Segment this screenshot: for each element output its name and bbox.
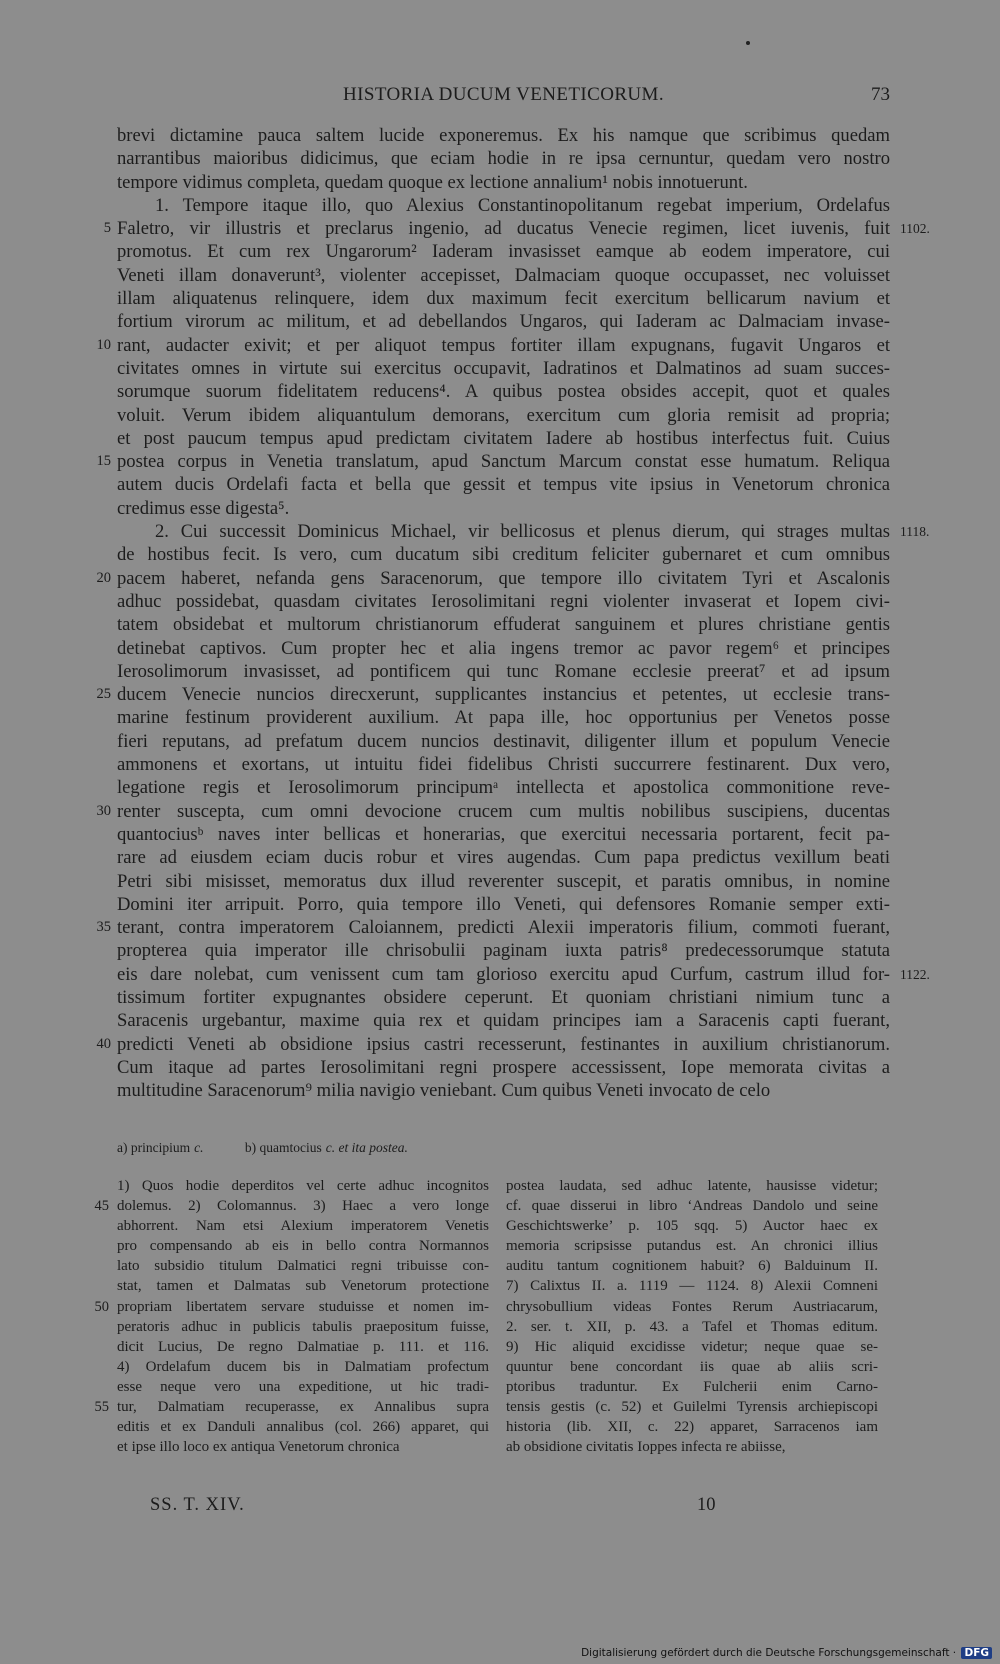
- footnote-line-text: tensis gestis (c. 52) et Guilelmi Tyrensis archiepiscopi: [506, 1399, 878, 1416]
- footnote-line-text: historia (lib. XII, c. 22) apparet, Sarracenos iam: [506, 1419, 878, 1436]
- footnote-line: [117, 1337, 489, 1357]
- footnote-line-text: memoria scripsisse putandus est. An chronici illius: [506, 1238, 878, 1255]
- footnote-line: [506, 1216, 878, 1236]
- variant-note-b: b) quamtocius c. et ita postea.: [244, 1140, 408, 1155]
- page-number: 73: [871, 84, 890, 105]
- variant-note-a: a) principium c.: [117, 1140, 204, 1155]
- footnote-line: [506, 1437, 878, 1457]
- footnote-line-text: stat, tamen et Dalmatas sub Venetorum protectione: [117, 1278, 489, 1295]
- footnote-line: [506, 1236, 878, 1256]
- running-title: HISTORIA DUCUM VENETICORUM.: [343, 84, 664, 105]
- main-line: [117, 171, 890, 194]
- main-line: [117, 404, 890, 427]
- footnote-line-text: 4) Ordelafum ducem bis in Dalmatiam profectum: [117, 1358, 489, 1375]
- footnote-line-text: lato subsidio titulum Dalmatici regni tribuisse con-: [117, 1258, 489, 1275]
- footnote-line: [506, 1256, 878, 1276]
- footnote-line-text: pro compensando ab eis in bello contra Normannos: [117, 1238, 489, 1255]
- main-line: [117, 147, 890, 170]
- main-line: [117, 590, 890, 613]
- main-line-text: tissimum fortiter expugnantes obsidere ceperunt. Et quoniam christiani nimium tunc a: [117, 986, 890, 1008]
- main-line: [117, 427, 890, 450]
- footnote-line: [506, 1357, 878, 1377]
- main-line: [117, 1079, 890, 1102]
- footnote-line-text: cf. quae disserui in libro ‘Andreas Dandolo und seine: [506, 1198, 878, 1215]
- footnote-line: [117, 1176, 489, 1196]
- main-line: [117, 963, 930, 986]
- footnote-line-text: ptoribus traduntur. Ex Fulcherii enim Carno-: [506, 1378, 878, 1395]
- footnote-line: [117, 1216, 489, 1236]
- main-line: [117, 730, 890, 753]
- digitization-credit: [581, 1647, 992, 1659]
- main-line: [117, 520, 930, 543]
- main-line: [96, 450, 890, 473]
- footnote-line: [117, 1317, 489, 1337]
- footnote-line-text: abhorrent. Nam etsi Alexium imperatorem Venetis: [117, 1218, 489, 1235]
- footnote-line-text: 7) Calixtus II. a. 1119 — 1124. 8) Alexii Comneni: [506, 1278, 878, 1295]
- ink-speck: [746, 41, 750, 45]
- footnote-line-text: auditu tantum cognitionem habuit? 6) Balduinum II.: [506, 1258, 878, 1275]
- main-line-text: tempore vidimus completa, quedam quoque ex lectione annalium¹ nobis innotuerunt.: [117, 171, 748, 193]
- main-line: [117, 660, 890, 683]
- footnote-line: [506, 1417, 878, 1437]
- main-line-text: Faletro, vir illustris et preclarus ingenio, ad ducatus Venecie regimen, licet iuvenis, fuit: [117, 218, 890, 240]
- main-line-text: autem ducis Ordelafi facta et bella que gessit et tempus vite ipsius in Venetorum chronica: [117, 474, 890, 496]
- footnote-line: [94, 1297, 489, 1317]
- main-line-text: quantociusᵇ naves inter bellicas et honerarias, que exercitui necessaria portarent, fecit pa-: [117, 823, 890, 845]
- main-line-text: credimus esse digesta⁵.: [117, 497, 290, 519]
- main-line: [117, 939, 890, 962]
- footnote-line: [94, 1397, 489, 1417]
- main-line-text: 2. Cui successit Dominicus Michael, vir bellicosus et plenus dierum, qui strages multas: [155, 521, 890, 543]
- main-line-text: rare ad eiusdem eciam ducis robur et vires augendas. Cum papa predictus vexillum beati: [117, 847, 890, 869]
- running-header: [117, 84, 890, 110]
- main-line-text: Petri sibi misisset, memoratus dux illud reverenter suscepit, et paratis omnibus, in nomine: [117, 870, 890, 892]
- line-number: 55: [94, 1399, 109, 1416]
- footnote-line-text: esse neque vero una expeditione, ut hic tradi-: [117, 1378, 489, 1395]
- line-number: 25: [96, 686, 111, 703]
- main-line: [117, 194, 890, 217]
- main-line: [117, 357, 890, 380]
- main-line: [117, 613, 890, 636]
- footnote-line-text: tur, Dalmatiam recuperasse, ex Annalibus supra: [117, 1399, 489, 1416]
- main-line-text: renter suscepta, cum omni devocione crucem cum multis nobilibus suscipiens, ducentas: [117, 800, 890, 822]
- margin-year: 1102.: [900, 221, 930, 237]
- main-line: [117, 287, 890, 310]
- main-line-text: narrantibus maioribus didicimus, que eciam hodie in re ipsa cernuntur, quedam vero nostro: [117, 148, 890, 170]
- main-line: [117, 380, 890, 403]
- main-line: [117, 846, 890, 869]
- sheet-number: 10: [697, 1495, 716, 1515]
- main-line: [117, 1056, 890, 1079]
- main-line-text: terant, contra imperatorem Caloiannem, predicti Alexii imperatoris filium, commoti fuerant,: [117, 917, 890, 939]
- margin-year: 1122.: [900, 966, 930, 982]
- main-line: [117, 124, 890, 147]
- footnote-line-text: 2. ser. t. XII, p. 43. a Tafel et Thomas editum.: [506, 1318, 878, 1335]
- main-line: [117, 893, 890, 916]
- main-line: [103, 217, 930, 240]
- main-line: [117, 706, 890, 729]
- main-line-text: de hostibus fecit. Is vero, cum ducatum sibi creditum feliciter gubernaret et cum omnibus: [117, 544, 890, 566]
- main-line: [117, 776, 890, 799]
- footnote-line: [117, 1236, 489, 1256]
- main-line-text: multitudine Saracenorum⁹ milia navigio veniebant. Cum quibus Veneti invocato de celo: [117, 1080, 771, 1102]
- main-line-text: legatione regis et Ierosolimorum principumᵃ intellecta et apostolica commonitione reve-: [117, 777, 890, 799]
- footnote-line-text: dicit Lucius, De regno Dalmatiae p. 111. et 116.: [117, 1338, 489, 1355]
- footnote-line: [94, 1196, 489, 1216]
- main-line: [117, 637, 890, 660]
- footnote-line: [506, 1317, 878, 1337]
- main-line-text: postea corpus in Venetia translatum, apud Sanctum Marcum constat esse humatum. Reliqua: [117, 451, 890, 473]
- main-line: [117, 497, 890, 520]
- footnote-line: [506, 1176, 878, 1196]
- footnote-line: [506, 1196, 878, 1216]
- main-line: [96, 334, 890, 357]
- main-line: [117, 1009, 890, 1032]
- footnote-line-text: ab obsidione civitatis Ioppes infecta re abiisse,: [506, 1439, 786, 1456]
- main-line-text: adhuc possidebat, quasdam civitates Ierosolimitani regni violenter invaserat et Iopem civi-: [117, 590, 890, 612]
- line-number: 50: [94, 1298, 109, 1315]
- footnote-line: [506, 1276, 878, 1296]
- main-line: [96, 1033, 890, 1056]
- line-number: 35: [96, 919, 111, 936]
- margin-year: 1118.: [900, 524, 930, 540]
- line-number: 15: [96, 453, 111, 470]
- line-number: 10: [96, 336, 111, 353]
- footnote-line: [117, 1276, 489, 1296]
- footnote-line-text: quuntur bene concordant iis quae ab aliis scri-: [506, 1358, 878, 1375]
- main-line-text: voluit. Verum ibidem aliquantulum demorans, exercitum cum gloria remisit ad propria;: [117, 404, 890, 426]
- main-line: [96, 683, 890, 706]
- main-line-text: marine festinum providerent auxilium. At papa ille, hoc opportunius per Venetos posse: [117, 707, 890, 729]
- footnotes-right-column: [506, 1176, 878, 1457]
- line-number: 40: [96, 1035, 111, 1052]
- footnote-line: [506, 1337, 878, 1357]
- main-line: [117, 310, 890, 333]
- sheet-signature: SS. T. XIV.: [150, 1495, 245, 1515]
- footnote-line-text: propriam libertatem servare studuisse et nomen im-: [117, 1298, 489, 1315]
- footnote-line-text: editis et ex Danduli annalibus (col. 266) apparet, qui: [117, 1419, 489, 1436]
- main-line-text: illam aliquatenus relinquere, idem dux maximum fecit exercitum bellicarum navium et: [117, 288, 890, 310]
- footnote-line: [117, 1437, 489, 1457]
- main-line: [117, 870, 890, 893]
- main-line-text: ammonens et exortans, ut intuitu fidei fidelibus Christi succurrere festinarent. Dux vero,: [117, 754, 890, 776]
- main-line-text: ducem Venecie nuncios direcxerunt, supplicantes instancius et petentes, ut ecclesie trans-: [117, 684, 890, 706]
- main-line-text: 1. Tempore itaque illo, quo Alexius Constantinopolitanum regebat imperium, Ordelafus: [155, 194, 890, 216]
- main-line-text: promotus. Et cum rex Ungarorum² Iaderam invasisset eamque ab eodem imperatore, cui: [117, 241, 890, 263]
- main-line: [117, 753, 890, 776]
- main-line-text: Veneti illam donaverunt³, violenter accepisset, Dalmaciam quoque occupasset, nec voluisset: [117, 264, 890, 286]
- footnote-line-text: 1) Quos hodie deperditos vel certe adhuc incognitos: [117, 1178, 489, 1194]
- footnote-line-text: chrysobullium videas Fontes Rerum Austriacarum,: [506, 1298, 878, 1315]
- main-line-text: Domini iter arripuit. Porro, quia tempore illo Veneti, qui defensores Romanie semper exti-: [117, 893, 890, 915]
- footnote-line: [117, 1256, 489, 1276]
- footnote-line-text: dolemus. 2) Colomannus. 3) Haec a vero longe: [117, 1198, 489, 1215]
- main-line: [96, 800, 890, 823]
- footnote-line: [506, 1397, 878, 1417]
- main-line-text: tatem obsidebat et multorum christianorum effuderat sanguinem et plures christiane gentis: [117, 614, 890, 636]
- footnotes-left-column: [94, 1176, 489, 1457]
- main-line: [96, 916, 890, 939]
- main-line-text: Cum itaque ad partes Ierosolimitani regni prospere accessissent, Iope memorata civitas a: [117, 1056, 890, 1078]
- main-line-text: Ierosolimorum invasisset, ad pontificem qui tunc Romane ecclesie preerat⁷ et ad ipsum: [117, 660, 890, 682]
- footnote-line-text: et ipse illo loco ex antiqua Venetorum chronica: [117, 1439, 400, 1456]
- credit-text: Digitalisierung gefördert durch die Deutsche Forschungsgemeinschaft ·: [581, 1647, 957, 1659]
- footnote-line-text: Geschichtswerke’ p. 105 sqq. 5) Auctor haec ex: [506, 1218, 878, 1235]
- line-number: 30: [96, 802, 111, 819]
- footnote-line: [117, 1377, 489, 1397]
- footnote-line-text: postea laudata, sed adhuc latente, hausisse videtur;: [506, 1178, 878, 1194]
- variant-notes: [117, 1140, 446, 1156]
- main-line-text: propterea quia imperator ille chrisobulii paginam iuxta patris⁸ predecessorumque statuta: [117, 940, 890, 962]
- main-line-text: rant, audacter exivit; et per aliquot tempus fortiter illam expugnans, fugavit Ungaros et: [117, 334, 890, 356]
- main-line: [117, 986, 890, 1009]
- main-line-text: detinebat captivos. Cum propter hec et alia ingens tremor ac pavor regem⁶ et principes: [117, 637, 890, 659]
- main-line: [117, 473, 890, 496]
- main-line-text: eis dare nolebat, cum venissent cum tam glorioso exercitu apud Curfum, castrum illud for-: [117, 963, 890, 985]
- main-line-text: predicti Veneti ab obsidione ipsius castri recesserunt, festinantes in auxilium christianorum.: [117, 1033, 890, 1055]
- main-line-text: pacem haberet, nefanda gens Saracenorum, que tempore illo civitatem Tyri et Ascalonis: [117, 567, 890, 589]
- main-line-text: civitates omnes in virtute sui exercitus occupavit, Iadratinos et Dalmatinos ad suam succes-: [117, 357, 890, 379]
- main-line: [117, 264, 890, 287]
- dfg-logo-icon: DFG: [961, 1647, 992, 1659]
- footnote-line-text: peratoris adhuc in publicis tabulis praepositum fuisse,: [117, 1318, 489, 1335]
- line-number: 5: [103, 220, 111, 237]
- main-line: [117, 543, 890, 566]
- main-line: [117, 823, 890, 846]
- line-number: 20: [96, 569, 111, 586]
- footnote-line: [506, 1377, 878, 1397]
- main-line-text: fortium virorum ac militum, et ad debellandos Ungaros, qui Iaderam ac Dalmaciam invase-: [117, 311, 890, 333]
- main-line-text: sorumque suorum fidelitatem reducens⁴. A quibus postea obsides accepit, quot et quales: [117, 381, 890, 403]
- main-line-text: fieri reputans, ad prefatum ducem nuncios destinavit, diligenter illum et populum Venecie: [117, 730, 890, 752]
- main-line: [96, 567, 890, 590]
- main-line-text: brevi dictamine pauca saltem lucide exponeremus. Ex his namque que scribimus quedam: [117, 125, 890, 146]
- line-number: 45: [94, 1198, 109, 1215]
- main-line-text: Saracenis urgebantur, maxime quia rex et quidam principes iam a Saracenis capti fuerant,: [117, 1010, 890, 1032]
- footnote-line-text: 9) Hic aliquid excidisse videtur; neque quae se-: [506, 1338, 878, 1355]
- main-line: [117, 240, 890, 263]
- main-line-text: et post paucum tempus apud predictam civitatem Iadere ab hostibus interfectus fuit. Cuius: [117, 427, 890, 449]
- footnote-line: [506, 1297, 878, 1317]
- footnote-line: [117, 1417, 489, 1437]
- main-text: [96, 124, 930, 1102]
- footnote-line: [117, 1357, 489, 1377]
